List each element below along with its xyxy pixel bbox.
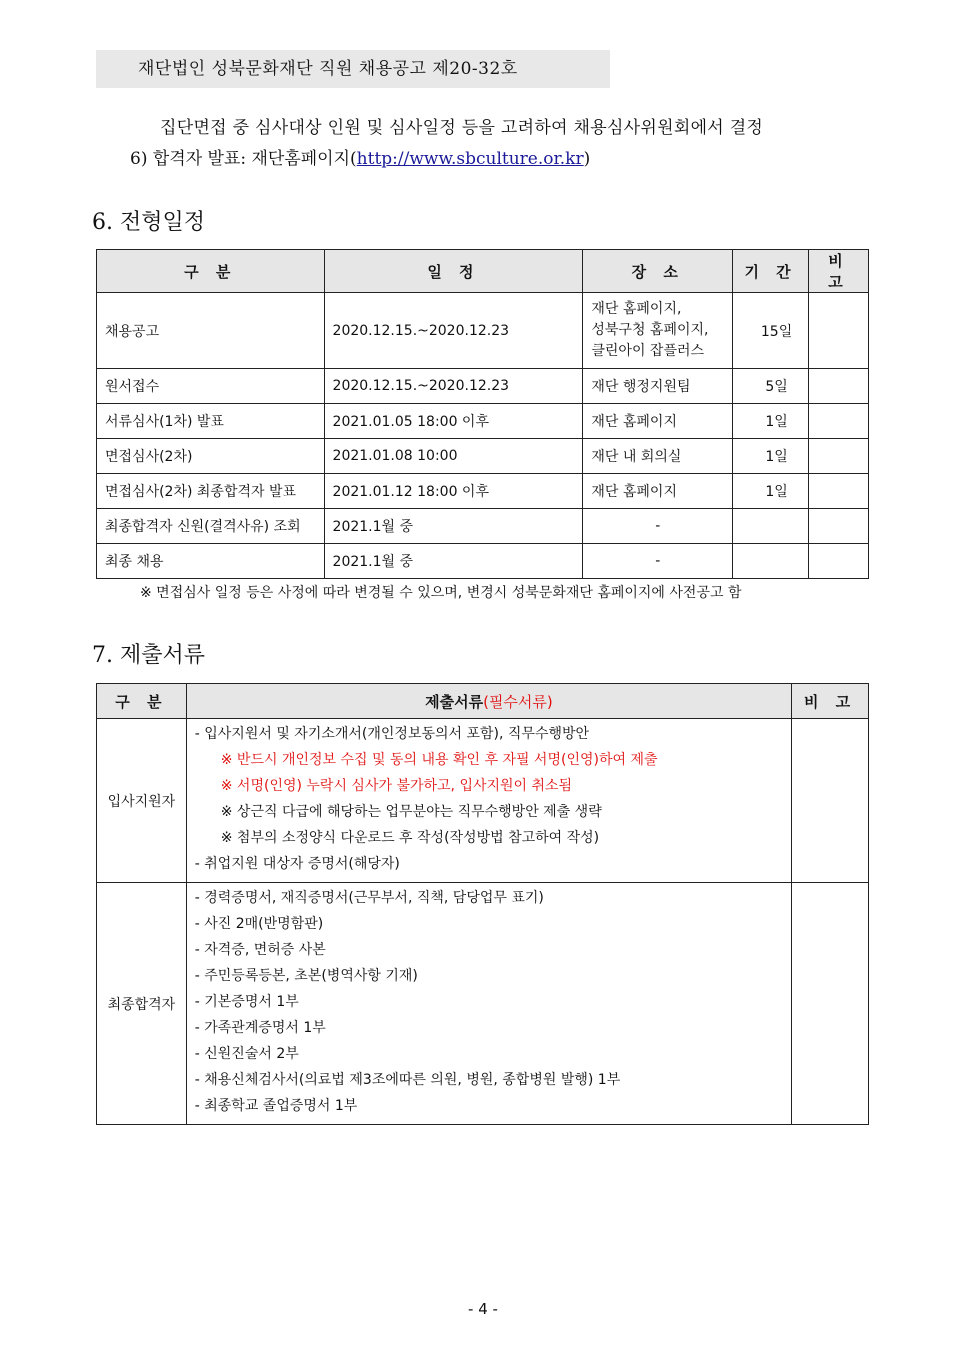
applicant-note bbox=[792, 719, 869, 883]
row-category: 원서접수 bbox=[97, 369, 325, 404]
schedule-header-row bbox=[97, 250, 869, 293]
row-category: 서류심사(1차) 발표 bbox=[97, 404, 325, 439]
intro-line-2 bbox=[130, 144, 590, 169]
table-row bbox=[97, 293, 869, 369]
row-place bbox=[583, 293, 733, 369]
place-line: 성북구청 홈페이지, bbox=[591, 322, 709, 338]
row-note bbox=[809, 439, 869, 474]
list-item: ※ 서명(인영) 누락시 심사가 불가하고, 입사지원이 취소됨 bbox=[220, 778, 573, 794]
row-category: 면접심사(2차) bbox=[97, 439, 325, 474]
documents-table bbox=[96, 683, 869, 1125]
row-place: - bbox=[583, 544, 733, 579]
list-item: ※ 반드시 개인정보 수집 및 동의 내용 확인 후 자필 서명(인영)하여 제출 bbox=[220, 752, 658, 768]
row-note bbox=[809, 544, 869, 579]
table-row bbox=[97, 474, 869, 509]
documents-header-row bbox=[97, 684, 869, 719]
list-item: - 입사지원서 및 자기소개서(개인정보동의서 포함), 직무수행방안 bbox=[194, 726, 590, 742]
list-item: - 자격증, 면허증 사본 bbox=[194, 942, 326, 958]
row-place: 재단 내 회의실 bbox=[583, 439, 733, 474]
schedule-table bbox=[96, 249, 869, 579]
row-note bbox=[809, 369, 869, 404]
table-row bbox=[97, 509, 869, 544]
row-place: 재단 홈페이지 bbox=[583, 474, 733, 509]
place-line: 클린아이 잡플러스 bbox=[591, 343, 705, 359]
list-item: - 주민등록등본, 초본(병역사항 기재) bbox=[194, 968, 418, 984]
list-item: - 최종학교 졸업증명서 1부 bbox=[194, 1098, 358, 1114]
col-header-category: 구 분 bbox=[97, 250, 325, 293]
row-period: 15일 bbox=[733, 293, 809, 369]
row-schedule: 2021.01.08 10:00 bbox=[324, 439, 583, 474]
row-period: 1일 bbox=[733, 404, 809, 439]
row-place: 재단 행정지원팀 bbox=[583, 369, 733, 404]
col-header-category: 구 분 bbox=[97, 684, 187, 719]
page-number: - 4 - bbox=[468, 1300, 498, 1318]
row-period: 5일 bbox=[733, 369, 809, 404]
col-header-docs bbox=[186, 684, 791, 719]
row-category: 최종합격자 신원(결격사유) 조회 bbox=[97, 509, 325, 544]
header-title: 재단법인 성북문화재단 직원 채용공고 제20-32호 bbox=[138, 59, 518, 79]
schedule-footnote: ※ 면접심사 일정 등은 사정에 따라 변경될 수 있으며, 변경시 성북문화재단 홈페이지에 사전공고 함 bbox=[140, 585, 742, 601]
docs-header-label: 제출서류 bbox=[425, 692, 484, 711]
row-schedule: 2020.12.15.~2020.12.23 bbox=[324, 369, 583, 404]
row-schedule: 2021.1월 중 bbox=[324, 544, 583, 579]
col-header-place: 장 소 bbox=[583, 250, 733, 293]
list-item: - 채용신체검사서(의료법 제3조에따른 의원, 병원, 종합병원 발행) 1부 bbox=[194, 1072, 621, 1088]
col-header-period: 기 간 bbox=[733, 250, 809, 293]
row-category: 면접심사(2차) 최종합격자 발표 bbox=[97, 474, 325, 509]
row-period bbox=[733, 544, 809, 579]
col-header-schedule: 일 정 bbox=[324, 250, 583, 293]
table-row bbox=[97, 404, 869, 439]
col-header-note: 비 고 bbox=[809, 250, 869, 293]
list-item: - 경력증명서, 재직증명서(근무부서, 직책, 담당업무 표기) bbox=[194, 890, 544, 906]
announcement-label: 6) 합격자 발표: 재단홈페이지( bbox=[130, 149, 357, 169]
table-row bbox=[97, 719, 869, 883]
list-item: - 취업지원 대상자 증명서(해당자) bbox=[194, 856, 400, 872]
row-place: - bbox=[583, 509, 733, 544]
row-note bbox=[809, 293, 869, 369]
list-item: - 기본증명서 1부 bbox=[194, 994, 299, 1010]
row-category: 채용공고 bbox=[97, 293, 325, 369]
row-category: 최종 채용 bbox=[97, 544, 325, 579]
table-row bbox=[97, 883, 869, 1125]
announcement-suffix: ) bbox=[583, 149, 591, 169]
table-row bbox=[97, 369, 869, 404]
document-header bbox=[96, 50, 610, 88]
applicant-label: 입사지원자 bbox=[97, 719, 187, 883]
table-row bbox=[97, 544, 869, 579]
website-link[interactable]: http://www.sbculture.or.kr bbox=[356, 149, 584, 169]
row-note bbox=[809, 404, 869, 439]
row-schedule: 2021.1월 중 bbox=[324, 509, 583, 544]
list-item: - 신원진술서 2부 bbox=[194, 1046, 299, 1062]
place-line: 재단 홈페이지, bbox=[591, 301, 682, 317]
applicant-docs bbox=[186, 719, 791, 883]
row-schedule: 2020.12.15.~2020.12.23 bbox=[324, 293, 583, 369]
col-header-note: 비 고 bbox=[792, 684, 869, 719]
table-row bbox=[97, 439, 869, 474]
row-schedule: 2021.01.05 18:00 이후 bbox=[324, 404, 583, 439]
list-item: ※ 상근직 다급에 해당하는 업무분야는 직무수행방안 제출 생략 bbox=[220, 804, 602, 820]
finalist-docs bbox=[186, 883, 791, 1125]
row-note bbox=[809, 474, 869, 509]
finalist-label: 최종합격자 bbox=[97, 883, 187, 1125]
list-item: ※ 첨부의 소정양식 다운로드 후 작성(작성방법 참고하여 작성) bbox=[220, 830, 600, 846]
row-period bbox=[733, 509, 809, 544]
intro-line-1: 집단면접 중 심사대상 인원 및 심사일정 등을 고려하여 채용심사위원회에서 결정 bbox=[160, 118, 764, 138]
section-7-title: 7. 제출서류 bbox=[92, 643, 205, 668]
row-period: 1일 bbox=[733, 474, 809, 509]
section-6-title: 6. 전형일정 bbox=[92, 210, 205, 235]
row-note bbox=[809, 509, 869, 544]
row-schedule: 2021.01.12 18:00 이후 bbox=[324, 474, 583, 509]
required-docs-label: (필수서류) bbox=[483, 692, 553, 711]
list-item: - 사진 2매(반명함판) bbox=[194, 916, 324, 932]
row-period: 1일 bbox=[733, 439, 809, 474]
finalist-note bbox=[792, 883, 869, 1125]
list-item: - 가족관계증명서 1부 bbox=[194, 1020, 326, 1036]
row-place: 재단 홈페이지 bbox=[583, 404, 733, 439]
